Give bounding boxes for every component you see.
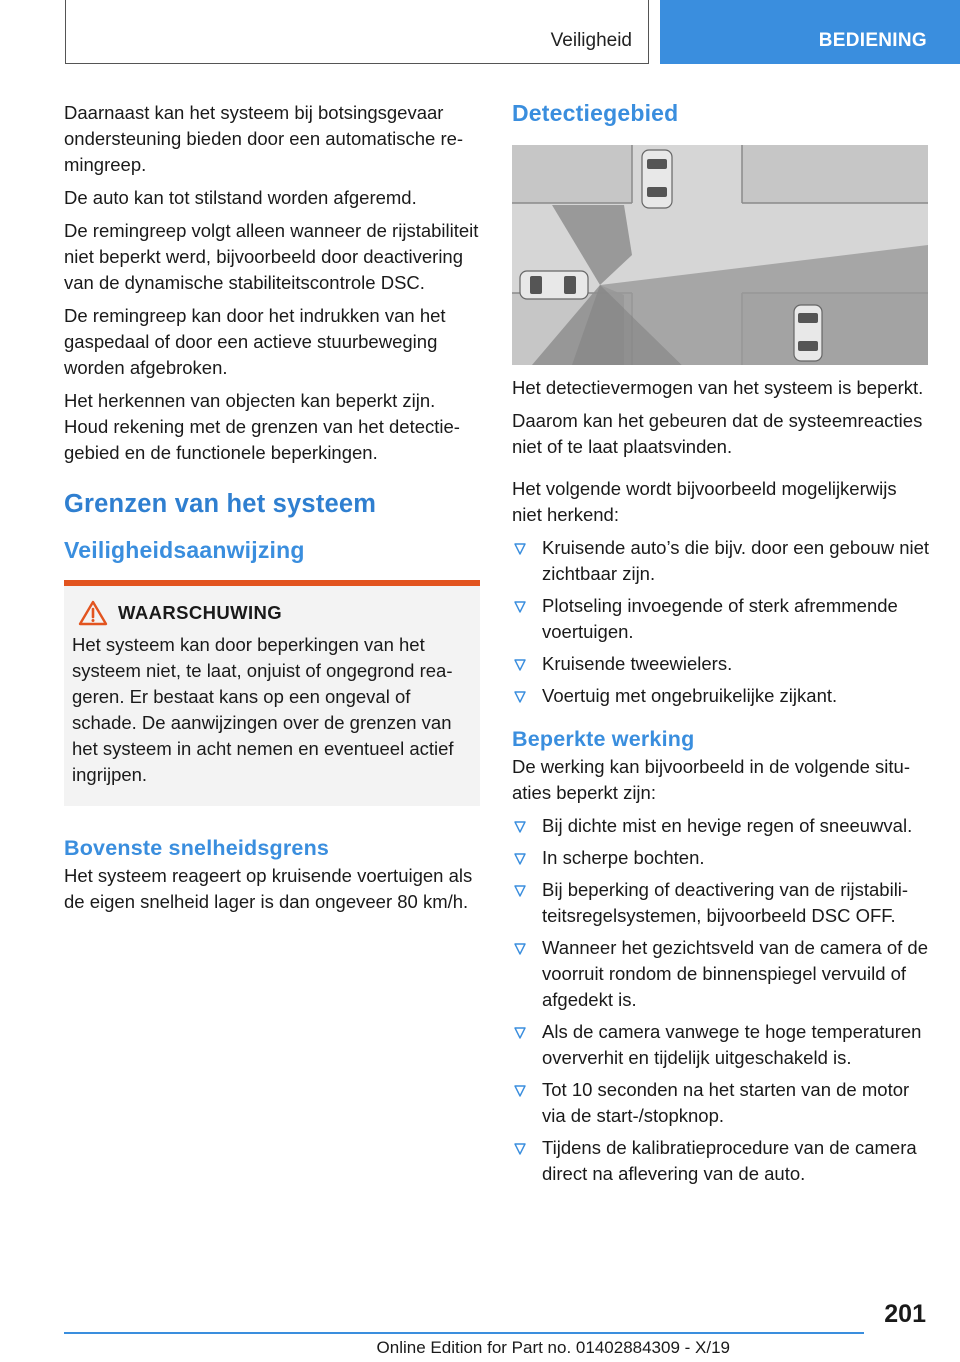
bullet-triangle-icon <box>514 942 526 956</box>
bullet-triangle-icon <box>514 542 526 556</box>
list-item <box>512 813 930 839</box>
bullet-triangle-icon <box>514 658 526 672</box>
page-number: 201 <box>884 1300 926 1328</box>
paragraph: De auto kan tot stilstand worden afgeremd. <box>64 187 417 208</box>
subsection-heading-safety: Veiligheidsaanwijzing <box>64 537 305 563</box>
list-item-text: In scherpe bochten. <box>542 847 705 868</box>
list-item <box>512 845 930 871</box>
subsection-heading-speed: Bovenste snelheidsgrens <box>64 836 330 860</box>
list-item <box>512 683 930 709</box>
warning-title: WAARSCHUWING <box>118 602 283 623</box>
right-column <box>512 100 930 1193</box>
subsection-heading-limited: Beperkte werking <box>512 727 695 751</box>
footer-divider <box>64 1332 864 1334</box>
paragraph: Daarom kan het gebeuren dat de systeemreacties niet of te laat plaatsvinden. <box>512 410 923 457</box>
footer-edition-text: Online Edition for Part no. 01402884309 - X/19 <box>376 1338 730 1357</box>
list-item <box>512 1135 930 1187</box>
subsection-heading-detection: Detectiegebied <box>512 100 679 126</box>
not-detected-list <box>512 535 930 709</box>
paragraph: De werking kan bijvoorbeeld in de volgende situaties beperkt zijn: <box>512 756 910 803</box>
list-item <box>512 1077 930 1129</box>
left-column <box>64 100 482 922</box>
paragraph: Daarnaast kan het systeem bij botsingsgevaar ondersteuning bieden door een automatische remingreep. <box>64 102 464 175</box>
header-chapter-title: BEDIENING <box>818 30 927 51</box>
list-item-text: Bij beperking of deactivering van de rijstabiliteitsregelsystemen, bijvoorbeeld DSC OFF. <box>542 879 909 926</box>
bullet-triangle-icon <box>514 1026 526 1040</box>
paragraph: Het herkennen van objecten kan beperkt zijn. Houd rekening met de grenzen van het detectiegebied en de functionele beperkingen. <box>64 390 460 463</box>
list-item-text: Wanneer het gezichtsveld van de camera of de voorruit rondom de binnenspiegel vervuild of afgedekt is. <box>542 937 928 1010</box>
warning-box <box>64 580 480 806</box>
list-item <box>512 1019 930 1071</box>
list-item-text: Bij dichte mist en hevige regen of sneeuwval. <box>542 815 913 836</box>
list-item <box>512 877 930 929</box>
bullet-triangle-icon <box>514 1084 526 1098</box>
warning-text: Het systeem kan door beperkingen van het systeem niet, te laat, onjuist of ongegrond reageren. Er bestaat kans op een ongeval of schade. De aanwijzingen over de grenzen van het systeem in acht nemen en eventueel actief ingrijpen. <box>72 634 454 785</box>
list-item-text: Tot 10 seconden na het starten van de motor via de start-/stopknop. <box>542 1079 910 1126</box>
list-item-text: Tijdens de kalibratieprocedure van de camera direct na aflevering van de auto. <box>542 1137 917 1184</box>
list-item-text: Plotseling invoegende of sterk afremmende voertuigen. <box>542 595 898 642</box>
warning-triangle-icon <box>78 600 112 626</box>
detection-area-illustration <box>512 145 928 365</box>
list-item <box>512 651 930 677</box>
bullet-triangle-icon <box>514 884 526 898</box>
paragraph: Het systeem reageert op kruisende voertuigen als de eigen snelheid lager is dan ongeveer 80 km/h. <box>64 865 473 912</box>
paragraph: De remingreep kan door het indrukken van het gaspedaal of door een actieve stuurbeweging worden afgebroken. <box>64 305 446 378</box>
header-section-box <box>65 0 649 64</box>
section-heading: Grenzen van het systeem <box>64 490 377 518</box>
list-item <box>512 593 930 645</box>
limited-function-list <box>512 813 930 1187</box>
list-item-text: Als de camera vanwege te hoge temperaturen oververhit en tijdelijk uitgeschakeld is. <box>542 1021 922 1068</box>
bullet-triangle-icon <box>514 820 526 834</box>
bullet-triangle-icon <box>514 852 526 866</box>
list-item-text: Kruisende tweewielers. <box>542 653 733 674</box>
bullet-triangle-icon <box>514 1142 526 1156</box>
bullet-triangle-icon <box>514 600 526 614</box>
header-chapter-tab <box>660 0 960 64</box>
paragraph: De remingreep volgt alleen wanneer de rijstabiliteit niet beperkt werd, bijvoorbeeld door deactivering van de dynamische stabiliteitscontrole DSC. <box>64 220 479 293</box>
warning-header <box>72 600 472 626</box>
paragraph: Het detectievermogen van het systeem is beperkt. <box>512 377 924 398</box>
list-item <box>512 535 930 587</box>
bullet-triangle-icon <box>514 690 526 704</box>
list-item <box>512 935 930 1013</box>
header-section-title: Veiligheid <box>550 30 632 51</box>
paragraph: Het volgende wordt bijvoorbeeld mogelijkerwijs niet herkend: <box>512 478 897 525</box>
list-item-text: Voertuig met ongebruikelijke zijkant. <box>542 685 838 706</box>
list-item-text: Kruisende auto’s die bijv. door een gebouw niet zichtbaar zijn. <box>542 537 930 584</box>
